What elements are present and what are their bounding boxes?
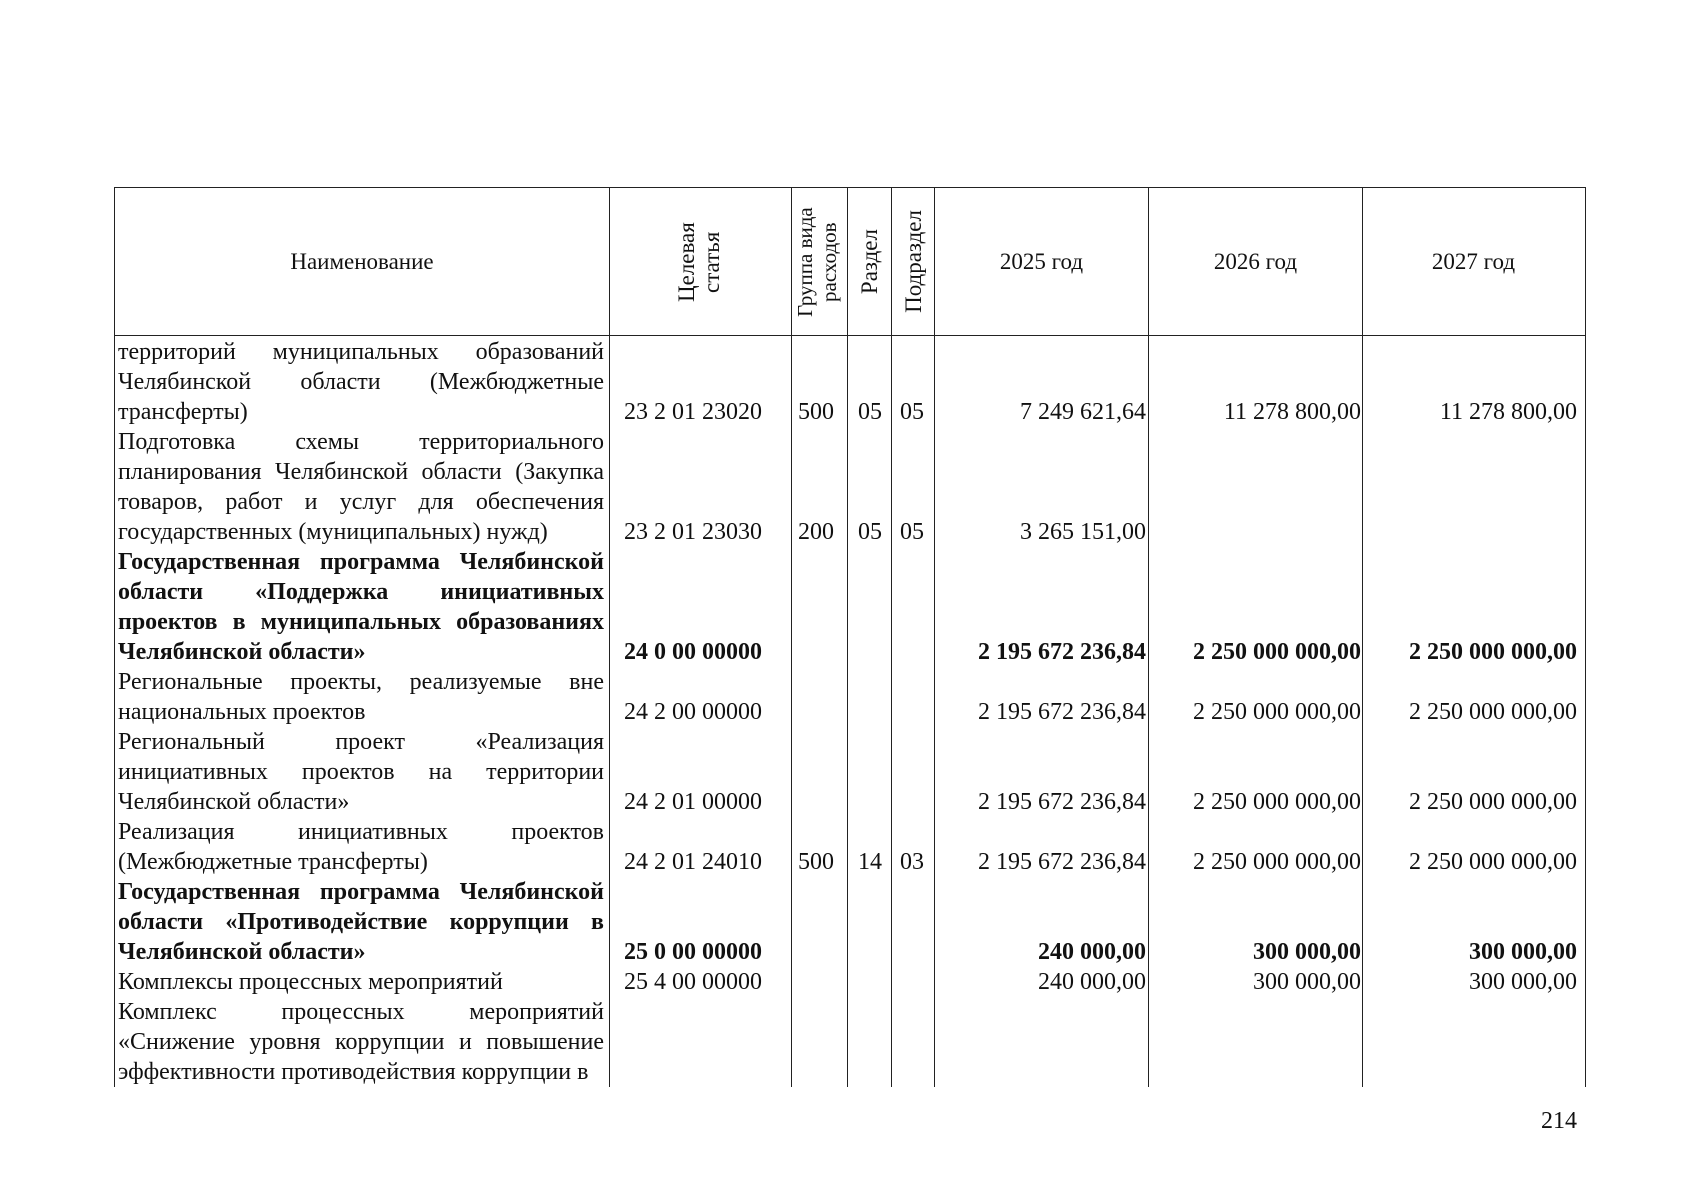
row-name: Региональные проекты, реализуемые вне национальных проектов bbox=[118, 669, 604, 725]
row-value-2026: 11 278 800,00 bbox=[1223, 399, 1361, 425]
row-group: 500 bbox=[798, 399, 834, 425]
header-2025: 2025 год bbox=[999, 248, 1084, 274]
row-value-2026: 2 250 000 000,00 bbox=[1193, 789, 1361, 815]
row-name: Государственная программа Челябинской области «Поддержка инициативных проектов в муниципальных образованиях Челябинской области» bbox=[118, 549, 604, 665]
row-name: Подготовка схемы территориального планирования Челябинской области (Закупка товаров, работ и услуг для обеспечения государственных (муниципальных) нужд) bbox=[118, 429, 604, 545]
row-value-2027: 2 250 000 000,00 bbox=[1409, 849, 1577, 875]
row-value-2025: 240 000,00 bbox=[1038, 939, 1146, 965]
row-target-code: 24 2 00 00000 bbox=[624, 699, 762, 725]
row-target-code: 25 4 00 00000 bbox=[624, 969, 762, 995]
row-target-code: 24 2 01 24010 bbox=[624, 849, 762, 875]
header-section: Раздел bbox=[857, 228, 882, 295]
row-subsection: 05 bbox=[900, 399, 924, 425]
row-value-2025: 3 265 151,00 bbox=[1020, 519, 1146, 545]
header-target-cell bbox=[610, 188, 791, 335]
row-value-2025: 2 195 672 236,84 bbox=[978, 699, 1146, 725]
row-name: Реализация инициативных проектов (Межбюджетные трансферты) bbox=[118, 819, 604, 875]
row-name: Комплексы процессных мероприятий bbox=[118, 969, 503, 995]
row-target-code: 23 2 01 23030 bbox=[624, 519, 762, 545]
header-target: Целевая статья bbox=[673, 221, 724, 302]
row-value-2026: 300 000,00 bbox=[1253, 939, 1361, 965]
row-subsection: 03 bbox=[900, 849, 924, 875]
row-value-2027: 2 250 000 000,00 bbox=[1409, 639, 1577, 665]
row-value-2026: 2 250 000 000,00 bbox=[1193, 849, 1361, 875]
header-subsection-cell bbox=[892, 188, 934, 335]
row-value-2026: 300 000,00 bbox=[1253, 969, 1361, 995]
header-section-cell bbox=[848, 188, 891, 335]
row-target-code: 24 2 01 00000 bbox=[624, 789, 762, 815]
row-section: 05 bbox=[858, 399, 882, 425]
row-target-code: 24 0 00 00000 bbox=[624, 639, 762, 665]
row-value-2026: 2 250 000 000,00 bbox=[1193, 699, 1361, 725]
row-value-2025: 7 249 621,64 bbox=[1020, 399, 1146, 425]
row-target-code: 23 2 01 23020 bbox=[624, 399, 762, 425]
header-2027: 2027 год bbox=[1431, 248, 1516, 274]
row-value-2027: 300 000,00 bbox=[1469, 969, 1577, 995]
page-number: 214 bbox=[1541, 1108, 1577, 1134]
row-value-2026: 2 250 000 000,00 bbox=[1193, 639, 1361, 665]
header-group: Группа вида расходов bbox=[792, 206, 841, 317]
header-divider bbox=[114, 335, 1585, 336]
row-name: Региональный проект «Реализация инициативных проектов на территории Челябинской области» bbox=[118, 729, 604, 815]
header-group-cell bbox=[792, 188, 847, 335]
row-section: 05 bbox=[858, 519, 882, 545]
row-target-code: 25 0 00 00000 bbox=[624, 939, 762, 965]
row-group: 200 bbox=[798, 519, 834, 545]
row-value-2027: 2 250 000 000,00 bbox=[1409, 789, 1577, 815]
row-group: 500 bbox=[798, 849, 834, 875]
row-name: Комплекс процессных мероприятий «Снижение уровня коррупции и повышение эффективности противодействия коррупции в bbox=[118, 999, 604, 1085]
row-subsection: 05 bbox=[900, 519, 924, 545]
row-name: территорий муниципальных образований Челябинской области (Межбюджетные трансферты) bbox=[118, 339, 604, 425]
row-value-2027: 11 278 800,00 bbox=[1439, 399, 1577, 425]
row-value-2027: 300 000,00 bbox=[1469, 939, 1577, 965]
row-name: Государственная программа Челябинской области «Противодействие коррупции в Челябинской области» bbox=[118, 879, 604, 965]
row-value-2025: 2 195 672 236,84 bbox=[978, 849, 1146, 875]
header-2026: 2026 год bbox=[1213, 248, 1298, 274]
row-value-2027: 2 250 000 000,00 bbox=[1409, 699, 1577, 725]
header-name: Наименование bbox=[290, 248, 434, 274]
row-value-2025: 2 195 672 236,84 bbox=[978, 789, 1146, 815]
row-value-2025: 2 195 672 236,84 bbox=[978, 639, 1146, 665]
row-value-2025: 240 000,00 bbox=[1038, 969, 1146, 995]
header-subsection: Подраздел bbox=[900, 210, 926, 313]
row-section: 14 bbox=[858, 849, 882, 875]
